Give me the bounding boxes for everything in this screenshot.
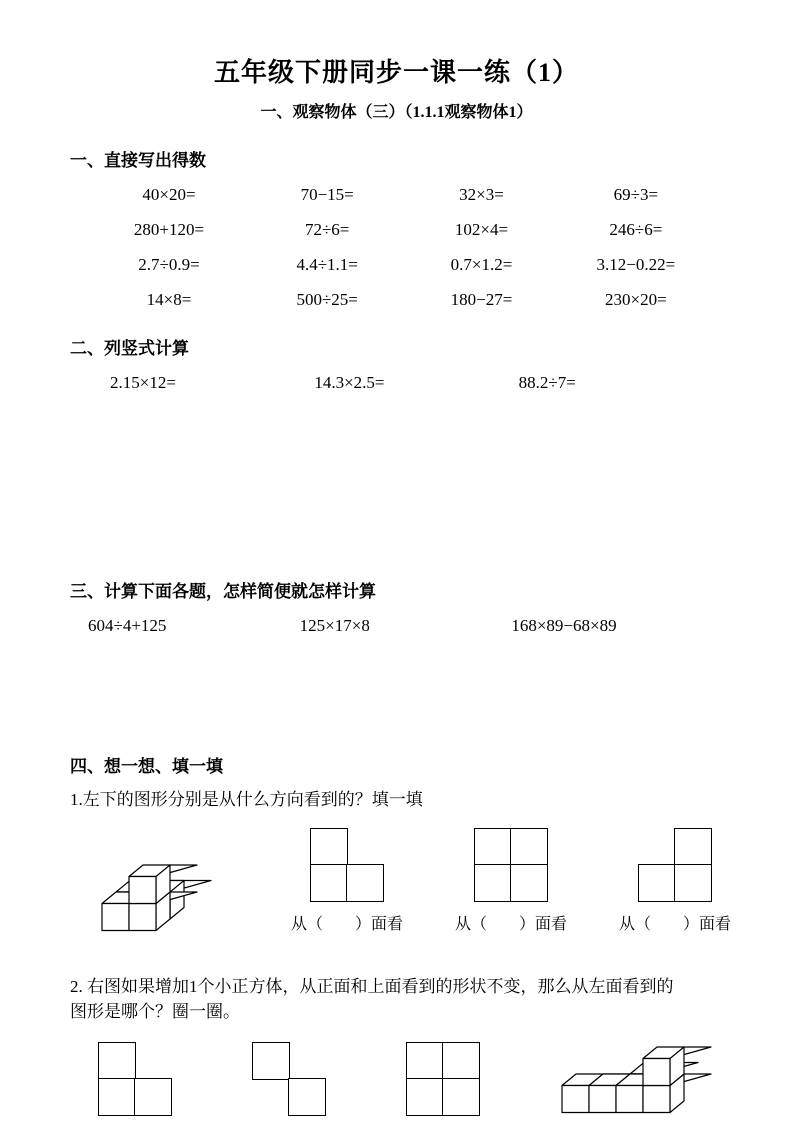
- choice-option: [406, 1042, 480, 1116]
- cube-figure: [560, 1045, 713, 1115]
- math-expression: 40×20=: [142, 185, 196, 204]
- math-expression: 69÷3=: [613, 185, 659, 204]
- question1-figures: [70, 828, 732, 934]
- choice-shape: [406, 1042, 480, 1116]
- section-column-calculation: [70, 334, 723, 553]
- math-expression: 2.15×12=: [110, 373, 176, 392]
- section3-heading: 三、计算下面各题，怎样简便就怎样计算: [70, 582, 376, 601]
- section1-heading: 一、直接写出得数: [70, 151, 206, 170]
- math-expression: 2.7÷0.9=: [138, 255, 200, 274]
- choice-option: [98, 1042, 172, 1116]
- cube-figure: [100, 863, 213, 933]
- section-oral-calculation: [70, 146, 723, 310]
- view-option: [455, 828, 567, 934]
- math-expression: 0.7×1.2=: [450, 255, 513, 274]
- choice-shape: [98, 1042, 172, 1116]
- work-space: [70, 636, 723, 728]
- math-expression: 70−15=: [300, 185, 354, 204]
- section2-heading: 二、列竖式计算: [70, 339, 189, 358]
- view-caption: 从（ ）面看: [455, 916, 568, 933]
- math-expression: 168×89−68×89: [511, 616, 617, 635]
- question2: [70, 974, 723, 1116]
- math-expression: 246÷6=: [609, 220, 663, 239]
- simplified-calc-problems: [70, 616, 723, 636]
- math-expression: 230×20=: [604, 290, 667, 309]
- math-expression: 280+120=: [133, 220, 205, 239]
- view-caption: 从（ ）面看: [619, 916, 732, 933]
- math-expression: 88.2÷7=: [518, 373, 576, 392]
- view-shape: [638, 828, 712, 902]
- section-think-and-fill: [70, 752, 732, 1116]
- work-space: [70, 393, 723, 553]
- math-expression: 102×4=: [454, 220, 509, 239]
- choice-shape: [252, 1042, 326, 1116]
- view-shape: [474, 828, 548, 902]
- column-calc-problems: [70, 373, 723, 393]
- math-expression: 125×17×8: [299, 616, 370, 635]
- view-option: [291, 828, 403, 934]
- math-expression: 14×8=: [146, 290, 192, 309]
- section4-heading: 四、想一想、填一填: [70, 757, 223, 776]
- question2-text-line2: 图形是哪个？圈一圈。: [70, 1002, 240, 1021]
- question2-text-line1: 2. 右图如果增加1个小正方体，从正面和上面看到的形状不变，那么从左面看到的: [70, 977, 674, 996]
- math-expression: 180−27=: [450, 290, 513, 309]
- view-shape: [310, 828, 384, 902]
- question2-figures: [70, 1042, 723, 1116]
- math-expression: 500÷25=: [296, 290, 358, 309]
- oral-calc-grid: [70, 185, 723, 310]
- math-expression: 4.4÷1.1=: [296, 255, 358, 274]
- math-expression: 32×3=: [459, 185, 504, 204]
- view-option: [619, 828, 731, 934]
- choice-option: [252, 1042, 326, 1116]
- math-expression: 3.12−0.22=: [596, 255, 676, 274]
- page-subtitle: 一、观察物体（三）（1.1.1观察物体1）: [260, 104, 533, 121]
- math-expression: 604÷4+125: [88, 616, 167, 635]
- math-expression: 72÷6=: [304, 220, 350, 239]
- section-simplified-calculation: [70, 577, 723, 728]
- question1-text: 1.左下的图形分别是从什么方向看到的？填一填: [70, 790, 423, 809]
- page-title: 五年级下册同步一课一练（1）: [213, 58, 579, 87]
- view-caption: 从（ ）面看: [291, 916, 404, 933]
- math-expression: 14.3×2.5=: [314, 373, 385, 392]
